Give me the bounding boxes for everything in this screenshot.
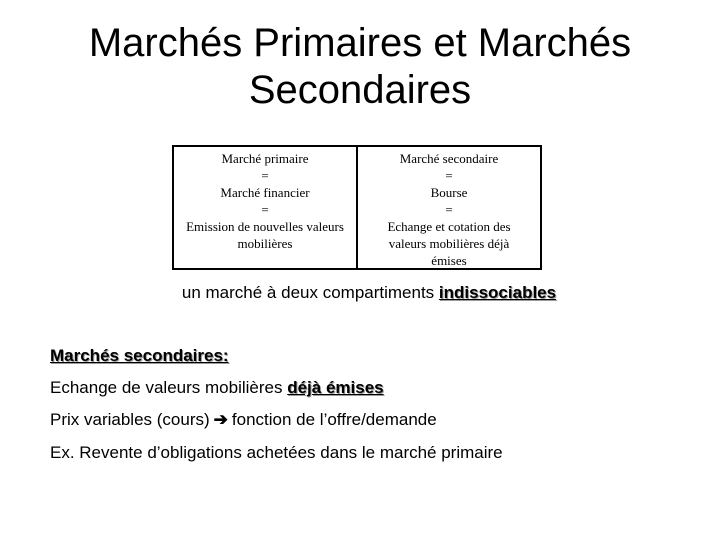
cell-line: =: [445, 168, 453, 183]
cell-line: émises: [431, 253, 467, 268]
cell-line: Marché financier: [220, 185, 310, 200]
bullet-line-2: [50, 410, 437, 430]
cell-line: Echange et cotation des: [387, 219, 511, 234]
line2-after: fonction de l’offre/demande: [231, 410, 437, 429]
cell-line: =: [261, 168, 269, 183]
table-caption: [0, 283, 720, 303]
slide-title-line1: Marchés Primaires et Marchés: [88, 21, 632, 65]
line1-text: Echange de valeurs mobilières: [50, 378, 283, 397]
cell-line: valeurs mobilières déjà: [388, 236, 510, 251]
secondary-market-column: [358, 147, 540, 268]
cell-line: Emission de nouvelles valeurs: [186, 219, 344, 234]
line1-emphasis: déjà émises: [287, 378, 384, 397]
cell-line: Marché secondaire: [399, 151, 499, 166]
slide-title: [0, 20, 720, 114]
line2-before: Prix variables (cours): [50, 410, 210, 429]
arrow-right-icon: ➔: [213, 410, 228, 429]
cell-line: =: [261, 202, 269, 217]
line3-text: Ex. Revente d’obligations achetées dans le marché primaire: [50, 443, 503, 462]
primary-market-column: [174, 147, 358, 268]
cell-line: Marché primaire: [221, 151, 309, 166]
bullet-line-3: [50, 443, 503, 463]
cell-line: mobilières: [237, 236, 293, 251]
cell-line: =: [445, 202, 453, 217]
bullet-line-1: [50, 378, 384, 398]
caption-text: un marché à deux compartiments: [181, 283, 435, 302]
comparison-table: [172, 145, 542, 270]
slide-title-line2: Secondaires: [248, 68, 472, 112]
secondary-heading: Marchés secondaires:: [50, 346, 229, 365]
cell-line: Bourse: [430, 185, 468, 200]
caption-emphasis: indissociables: [438, 283, 557, 302]
secondary-heading-line: [50, 346, 229, 366]
